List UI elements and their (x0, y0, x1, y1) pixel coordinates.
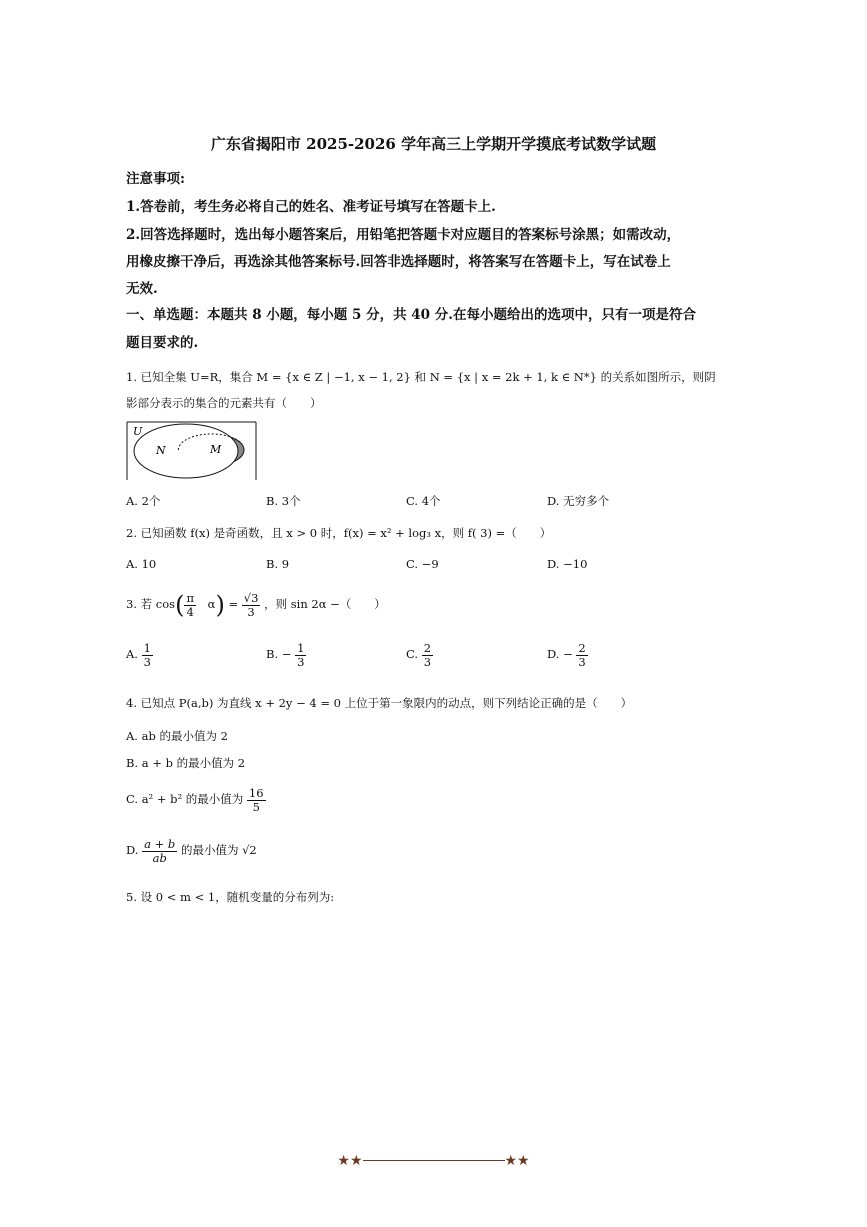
q1-option-d: D. 无穷多个 (547, 494, 610, 508)
q2-option-c: C. −9 (406, 557, 439, 571)
q4-option-a: A. ab 的最小值为 2 (126, 729, 228, 743)
q2-option-d: D. −10 (547, 557, 588, 571)
notice-heading: 注意事项: (126, 171, 185, 187)
q2-option-a: A. 10 (126, 557, 157, 571)
q3-option-b: B. − $\frac{1}{3}$ (266, 641, 305, 669)
q2-stem: 2. 已知函数 f(x) 是奇函数，且 x > 0 时，f(x) = x² + log₃ x，则 f( 3) =（ ） (126, 526, 552, 540)
footer-right-stars-icon: ★★ (504, 1153, 530, 1169)
q3-fraction-rhs: $\frac{√3}{3}$ (243, 590, 259, 619)
q4-option-b: B. a + b 的最小值为 2 (126, 756, 246, 770)
q3-option-a: A. $\frac{1}{3}$ (126, 641, 151, 669)
exam-title: 广东省揭阳市 2025-2026 学年高三上学期开学摸底考试数学试题 (210, 135, 657, 153)
footer-ornament (0, 1150, 867, 1169)
footer-left-stars-icon: ★★ (337, 1153, 363, 1169)
notice-item-2-line1: 2.回答选择题时，选出每小题答案后，用铅笔把答题卡对应题目的答案标号涂黑；如需改动， (126, 227, 681, 243)
notice-item-2-line2: 用橡皮擦干净后，再选涂其他答案标号.回答非选择题时，将答案写在答题卡上，写在试卷上 (126, 254, 671, 270)
notice-item-2-line3: 无效. (126, 281, 158, 297)
venn-label-m: M (210, 443, 222, 456)
venn-label-n: N (156, 444, 166, 457)
venn-label-u: U (133, 425, 143, 438)
q3-prefix: 3. 若 cos (126, 597, 176, 611)
q3-alpha: α (207, 597, 216, 611)
q3-suffix: ，则 sin 2α −（ ） (264, 597, 386, 611)
q3-stem: 3. 若 cos( $\frac{\pi}{4}$ α) = $\frac{√3}{3}$ ，则 sin 2α −（ ） (126, 590, 386, 619)
section1-line1: 一、单选题：本题共 8 小题，每小题 5 分，共 40 分.在每小题给出的选项中，只有一项是符合 (126, 307, 696, 323)
q2-option-b: B. 9 (266, 557, 290, 571)
q3-equals: = (228, 597, 239, 611)
q4-stem: 4. 已知点 P(a,b) 为直线 x + 2y − 4 = 0 上位于第一象限内的动点，则下列结论正确的是（ ） (126, 696, 633, 710)
q4-option-d: D. $\frac{a + b}{ab}$ 的最小值为 √2 (126, 837, 257, 865)
q1-option-c: C. 4个 (406, 494, 441, 508)
q4-option-c: C. a² + b² 的最小值为 $\frac{16}{5}$ (126, 786, 264, 814)
venn-diagram (126, 420, 260, 482)
q3-option-c: C. $\frac{2}{3}$ (406, 641, 432, 669)
q1-option-a: A. 2个 (126, 494, 161, 508)
q3-fraction-pi-4: $\frac{\pi}{4}$ (186, 590, 194, 619)
q1-stem-line1: 1. 已知全集 U=R，集合 M = {x ∈ Z | −1, x − 1, 2} 和 N = {x | x = 2k + 1, k ∈ N*} 的关系如图所示，则阴 (126, 370, 716, 384)
q3-option-d: D. − $\frac{2}{3}$ (547, 641, 586, 669)
section1-line2: 题目要求的. (126, 335, 199, 351)
notice-item-1: 1.答卷前，考生务必将自己的姓名、准考证号填写在答题卡上. (126, 199, 496, 215)
q1-stem-line2: 影部分表示的集合的元素共有（ ） (126, 396, 322, 410)
footer-divider (363, 1160, 505, 1162)
q1-option-b: B. 3个 (266, 494, 301, 508)
q5-stem: 5. 设 0 < m < 1，随机变量的分布列为: (126, 890, 335, 904)
